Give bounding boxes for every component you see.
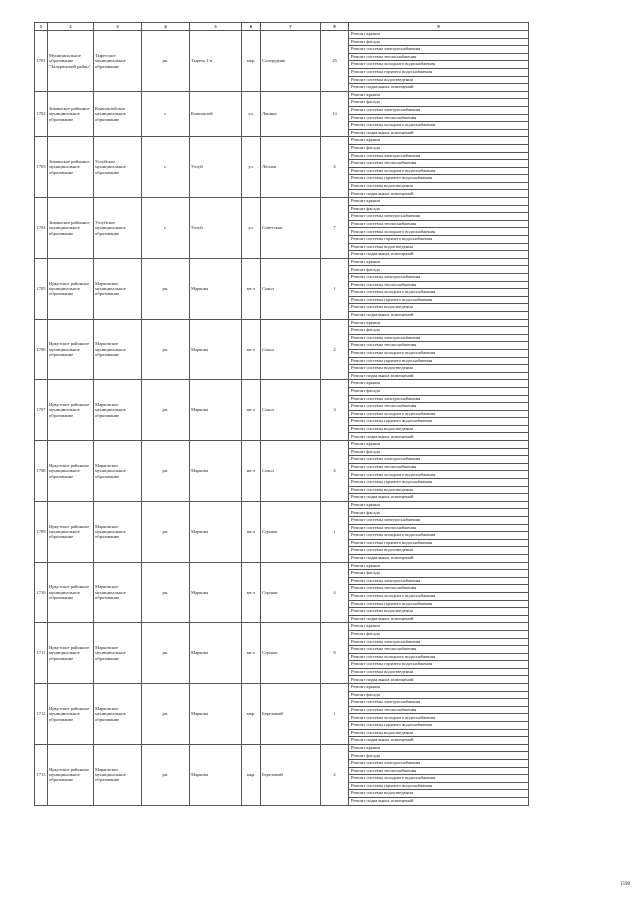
district-cell: Зиминское районное муниципальное образование: [48, 91, 94, 137]
municipality-cell: Марковское муниципальное образование: [94, 562, 142, 623]
work-item: Ремонт системы водоотведения: [349, 486, 529, 494]
settlement-cell: Маркова: [190, 258, 242, 319]
table-header-row: [35, 23, 529, 31]
settlement-type-cell: рп.: [142, 258, 190, 319]
municipality-cell: Марковское муниципальное образование: [94, 623, 142, 684]
work-item: Ремонт подвальных помещений: [349, 737, 529, 745]
work-item: Ремонт системы холодного водоснабжения: [349, 289, 529, 297]
table-row: [35, 623, 529, 631]
work-item: Ремонт системы теплоснабжения: [349, 403, 529, 411]
house-number-cell: 13: [321, 91, 349, 137]
work-item: Ремонт системы водоотведения: [349, 425, 529, 433]
work-item: Ремонт системы водоотведения: [349, 729, 529, 737]
work-item: Ремонт системы горячего водоснабжения: [349, 782, 529, 790]
street-type-cell: ул.: [242, 91, 261, 137]
district-cell: Иркутское районное муниципальное образование: [48, 441, 94, 502]
work-item: Ремонт системы холодного водоснабжения: [349, 592, 529, 600]
work-item: Ремонт крыши: [349, 684, 529, 692]
work-item: Ремонт крыши: [349, 31, 529, 39]
work-item: Ремонт системы водоотведения: [349, 304, 529, 312]
table-row: [35, 319, 529, 327]
work-item: Ремонт крыши: [349, 562, 529, 570]
street-type-cell: мкр.: [242, 744, 261, 805]
municipality-cell: Марковское муниципальное образование: [94, 501, 142, 562]
table-row: [35, 258, 529, 266]
col-header: 4: [142, 23, 190, 31]
house-number-cell: 4: [321, 137, 349, 198]
work-item: Ремонт фасада: [349, 448, 529, 456]
work-item: Ремонт системы холодного водоснабжения: [349, 471, 529, 479]
work-item: Ремонт системы теплоснабжения: [349, 706, 529, 714]
work-item: Ремонт системы электроснабжения: [349, 46, 529, 54]
work-item: Ремонт фасада: [349, 266, 529, 274]
work-item: Ремонт системы холодного водоснабжения: [349, 349, 529, 357]
work-item: Ремонт системы водоотведения: [349, 547, 529, 555]
work-item: Ремонт системы электроснабжения: [349, 699, 529, 707]
work-item: Ремонт системы электроснабжения: [349, 577, 529, 585]
row-number: 1709: [35, 501, 48, 562]
col-header: 5: [190, 23, 242, 31]
house-number-cell: 2: [321, 744, 349, 805]
row-number: 1701: [35, 31, 48, 92]
work-item: Ремонт крыши: [349, 623, 529, 631]
work-item: Ремонт системы водоотведения: [349, 608, 529, 616]
work-item: Ремонт системы теплоснабжения: [349, 524, 529, 532]
district-cell: Иркутское районное муниципальное образование: [48, 258, 94, 319]
work-item: Ремонт системы электроснабжения: [349, 517, 529, 525]
settlement-cell: Маркова: [190, 319, 242, 380]
work-item: Ремонт фасада: [349, 630, 529, 638]
work-item: Ремонт подвальных помещений: [349, 554, 529, 562]
work-item: Ремонт системы горячего водоснабжения: [349, 600, 529, 608]
work-item: Ремонт системы горячего водоснабжения: [349, 296, 529, 304]
municipality-cell: Марковское муниципальное образование: [94, 258, 142, 319]
work-item: Ремонт системы горячего водоснабжения: [349, 539, 529, 547]
col-header: 3: [94, 23, 142, 31]
col-header: 8: [321, 23, 349, 31]
work-item: Ремонт системы горячего водоснабжения: [349, 175, 529, 183]
settlement-cell: Маркова: [190, 623, 242, 684]
municipality-cell: Марковское муниципальное образование: [94, 744, 142, 805]
col-header: 2: [48, 23, 94, 31]
work-item: Ремонт системы холодного водоснабжения: [349, 167, 529, 175]
work-item: Ремонт системы водоотведения: [349, 76, 529, 84]
table-row: [35, 744, 529, 752]
street-type-cell: мкр.: [242, 684, 261, 745]
settlement-type-cell: рп.: [142, 380, 190, 441]
street-cell: Стрижи: [261, 501, 321, 562]
work-item: Ремонт системы холодного водоснабжения: [349, 653, 529, 661]
street-type-cell: кв-л: [242, 258, 261, 319]
work-item: Ремонт крыши: [349, 319, 529, 327]
row-number: 1708: [35, 441, 48, 502]
street-type-cell: кв-л: [242, 623, 261, 684]
house-number-cell: 2: [321, 319, 349, 380]
work-item: Ремонт системы теплоснабжения: [349, 220, 529, 228]
row-number: 1713: [35, 744, 48, 805]
street-cell: Ленина: [261, 91, 321, 137]
work-item: Ремонт системы горячего водоснабжения: [349, 357, 529, 365]
work-item: Ремонт крыши: [349, 441, 529, 449]
municipality-cell: Тыретское муниципальное образование: [94, 31, 142, 92]
district-cell: Иркутское районное муниципальное образование: [48, 319, 94, 380]
settlement-type-cell: рп.: [142, 744, 190, 805]
house-number-cell: 1: [321, 684, 349, 745]
work-item: Ремонт подвальных помещений: [349, 797, 529, 805]
street-cell: Березовый: [261, 684, 321, 745]
settlement-cell: Кимильтей: [190, 91, 242, 137]
work-item: Ремонт подвальных помещений: [349, 494, 529, 502]
municipality-cell: Ухтуйское муниципальное образование: [94, 198, 142, 259]
work-item: Ремонт системы электроснабжения: [349, 760, 529, 768]
col-header: 6: [242, 23, 261, 31]
work-item: Ремонт фасада: [349, 570, 529, 578]
work-item: Ремонт системы теплоснабжения: [349, 463, 529, 471]
row-number: 1710: [35, 562, 48, 623]
work-item: Ремонт системы водоотведения: [349, 790, 529, 798]
row-number: 1704: [35, 198, 48, 259]
repair-program-table: [34, 22, 529, 806]
settlement-type-cell: рп.: [142, 501, 190, 562]
row-number: 1702: [35, 91, 48, 137]
work-item: Ремонт системы горячего водоснабжения: [349, 479, 529, 487]
work-item: Ремонт системы холодного водоснабжения: [349, 714, 529, 722]
street-cell: Солерудник: [261, 31, 321, 92]
work-item: Ремонт системы водоотведения: [349, 182, 529, 190]
row-number: 1707: [35, 380, 48, 441]
street-type-cell: кв-л: [242, 501, 261, 562]
settlement-cell: Маркова: [190, 380, 242, 441]
work-item: Ремонт системы электроснабжения: [349, 395, 529, 403]
work-item: Ремонт системы горячего водоснабжения: [349, 68, 529, 76]
row-number: 1705: [35, 258, 48, 319]
settlement-cell: Ухтуй: [190, 137, 242, 198]
work-item: Ремонт крыши: [349, 258, 529, 266]
work-item: Ремонт системы теплоснабжения: [349, 114, 529, 122]
work-item: Ремонт системы электроснабжения: [349, 213, 529, 221]
work-item: Ремонт фасада: [349, 691, 529, 699]
work-item: Ремонт фасада: [349, 327, 529, 335]
work-item: Ремонт подвальных помещений: [349, 190, 529, 198]
settlement-type-cell: с.: [142, 198, 190, 259]
street-cell: Березовый: [261, 744, 321, 805]
work-item: Ремонт подвальных помещений: [349, 251, 529, 259]
street-cell: Сокол: [261, 380, 321, 441]
settlement-cell: Маркова: [190, 744, 242, 805]
work-item: Ремонт системы теплоснабжения: [349, 585, 529, 593]
work-item: Ремонт системы холодного водоснабжения: [349, 228, 529, 236]
settlement-cell: Тыреть 1-я: [190, 31, 242, 92]
table-row: [35, 137, 529, 145]
work-item: Ремонт крыши: [349, 137, 529, 145]
house-number-cell: 25: [321, 31, 349, 92]
street-type-cell: кв-л: [242, 441, 261, 502]
table-row: [35, 91, 529, 99]
work-item: Ремонт крыши: [349, 744, 529, 752]
settlement-type-cell: рп.: [142, 562, 190, 623]
row-number: 1711: [35, 623, 48, 684]
settlement-cell: Ухтуй: [190, 198, 242, 259]
table-row: [35, 684, 529, 692]
work-item: Ремонт системы горячего водоснабжения: [349, 722, 529, 730]
district-cell: Зиминское районное муниципальное образование: [48, 198, 94, 259]
settlement-type-cell: с.: [142, 91, 190, 137]
table-row: [35, 562, 529, 570]
col-header: 1: [35, 23, 48, 31]
district-cell: Иркутское районное муниципальное образование: [48, 562, 94, 623]
work-item: Ремонт системы электроснабжения: [349, 106, 529, 114]
district-cell: Зиминское районное муниципальное образование: [48, 137, 94, 198]
work-item: Ремонт системы теплоснабжения: [349, 160, 529, 168]
work-item: Ремонт подвальных помещений: [349, 129, 529, 137]
work-item: Ремонт системы холодного водоснабжения: [349, 532, 529, 540]
work-item: Ремонт подвальных помещений: [349, 615, 529, 623]
street-cell: Стрижи: [261, 562, 321, 623]
work-item: Ремонт системы теплоснабжения: [349, 53, 529, 61]
table-row: [35, 198, 529, 206]
municipality-cell: Марковское муниципальное образование: [94, 684, 142, 745]
street-type-cell: ул.: [242, 137, 261, 198]
work-item: Ремонт системы электроснабжения: [349, 152, 529, 160]
work-item: Ремонт системы электроснабжения: [349, 456, 529, 464]
work-item: Ремонт фасада: [349, 509, 529, 517]
work-item: Ремонт подвальных помещений: [349, 372, 529, 380]
settlement-type-cell: рп.: [142, 31, 190, 92]
street-cell: Стрижи: [261, 623, 321, 684]
street-type-cell: ул.: [242, 198, 261, 259]
settlement-type-cell: рп.: [142, 684, 190, 745]
table-row: [35, 501, 529, 509]
settlement-cell: Маркова: [190, 441, 242, 502]
page-number: 1598: [620, 882, 630, 887]
work-item: Ремонт системы горячего водоснабжения: [349, 661, 529, 669]
work-item: Ремонт системы холодного водоснабжения: [349, 410, 529, 418]
house-number-cell: 1: [321, 258, 349, 319]
col-header: 9: [349, 23, 529, 31]
district-cell: Иркутское районное муниципальное образование: [48, 684, 94, 745]
settlement-type-cell: рп.: [142, 441, 190, 502]
house-number-cell: 7: [321, 198, 349, 259]
work-item: Ремонт системы теплоснабжения: [349, 281, 529, 289]
work-item: Ремонт системы электроснабжения: [349, 638, 529, 646]
table-row: [35, 380, 529, 388]
work-item: Ремонт системы холодного водоснабжения: [349, 61, 529, 69]
work-item: Ремонт крыши: [349, 91, 529, 99]
work-item: Ремонт фасада: [349, 99, 529, 107]
work-item: Ремонт системы электроснабжения: [349, 334, 529, 342]
municipality-cell: Марковское муниципальное образование: [94, 441, 142, 502]
work-item: Ремонт крыши: [349, 501, 529, 509]
street-cell: Советская: [261, 198, 321, 259]
col-header: 7: [261, 23, 321, 31]
settlement-cell: Маркова: [190, 501, 242, 562]
work-item: Ремонт фасада: [349, 752, 529, 760]
settlement-cell: Маркова: [190, 562, 242, 623]
row-number: 1712: [35, 684, 48, 745]
street-type-cell: кв-л: [242, 380, 261, 441]
work-item: Ремонт крыши: [349, 198, 529, 206]
district-cell: Иркутское районное муниципальное образование: [48, 380, 94, 441]
settlement-type-cell: рп.: [142, 623, 190, 684]
work-item: Ремонт системы водоотведения: [349, 365, 529, 373]
house-number-cell: 4: [321, 562, 349, 623]
district-cell: Иркутское районное муниципальное образование: [48, 744, 94, 805]
street-cell: Сокол: [261, 441, 321, 502]
house-number-cell: 1: [321, 501, 349, 562]
work-item: Ремонт системы водоотведения: [349, 668, 529, 676]
work-item: Ремонт системы горячего водоснабжения: [349, 418, 529, 426]
work-item: Ремонт подвальных помещений: [349, 311, 529, 319]
work-item: Ремонт подвальных помещений: [349, 84, 529, 92]
district-cell: Муниципальное образование "Заларинский район": [48, 31, 94, 92]
street-cell: Сокол: [261, 319, 321, 380]
house-number-cell: 3: [321, 380, 349, 441]
table-row: [35, 441, 529, 449]
municipality-cell: Марковское муниципальное образование: [94, 319, 142, 380]
settlement-type-cell: рп.: [142, 319, 190, 380]
work-item: Ремонт подвальных помещений: [349, 433, 529, 441]
work-item: Ремонт системы горячего водоснабжения: [349, 236, 529, 244]
district-cell: Иркутское районное муниципальное образование: [48, 623, 94, 684]
work-item: Ремонт системы электроснабжения: [349, 274, 529, 282]
street-cell: Лесная: [261, 137, 321, 198]
municipality-cell: Ухтуйское муниципальное образование: [94, 137, 142, 198]
work-item: Ремонт подвальных помещений: [349, 676, 529, 684]
work-item: Ремонт фасада: [349, 205, 529, 213]
settlement-type-cell: с.: [142, 137, 190, 198]
municipality-cell: Кимильтейское муниципальное образование: [94, 91, 142, 137]
street-type-cell: кв-л: [242, 319, 261, 380]
work-item: Ремонт системы теплоснабжения: [349, 342, 529, 350]
work-item: Ремонт фасада: [349, 38, 529, 46]
work-item: Ремонт системы холодного водоснабжения: [349, 775, 529, 783]
street-type-cell: кв-л: [242, 562, 261, 623]
work-item: Ремонт системы водоотведения: [349, 243, 529, 251]
settlement-cell: Маркова: [190, 684, 242, 745]
work-item: Ремонт системы холодного водоснабжения: [349, 122, 529, 130]
work-item: Ремонт фасада: [349, 387, 529, 395]
work-item: Ремонт системы теплоснабжения: [349, 767, 529, 775]
work-item: Ремонт крыши: [349, 380, 529, 388]
row-number: 1706: [35, 319, 48, 380]
work-item: Ремонт фасада: [349, 144, 529, 152]
street-type-cell: мкр.: [242, 31, 261, 92]
row-number: 1703: [35, 137, 48, 198]
table-row: [35, 31, 529, 39]
work-item: Ремонт системы теплоснабжения: [349, 646, 529, 654]
street-cell: Сокол: [261, 258, 321, 319]
district-cell: Иркутское районное муниципальное образование: [48, 501, 94, 562]
house-number-cell: 8: [321, 623, 349, 684]
municipality-cell: Марковское муниципальное образование: [94, 380, 142, 441]
house-number-cell: 4: [321, 441, 349, 502]
